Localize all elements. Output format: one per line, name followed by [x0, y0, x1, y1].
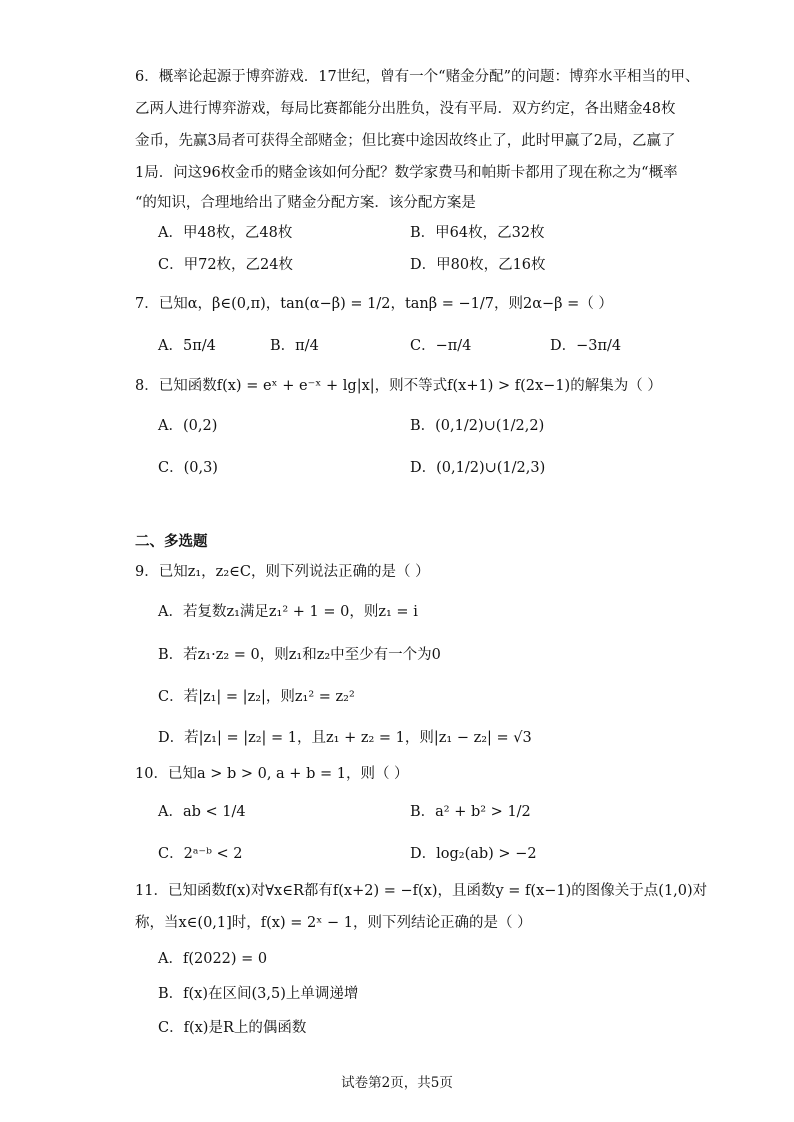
q11-option-b: B．f(x)在区间(3,5)上单调递增	[158, 986, 359, 1002]
q7-option-b: B．π/4	[270, 338, 319, 354]
q8-option-d: D．(0,1/2)∪(1/2,3)	[410, 460, 546, 476]
q10-option-c: C．2ᵃ⁻ᵇ < 2	[158, 846, 243, 862]
q8-option-b: B．(0,1/2)∪(1/2,2)	[410, 418, 545, 434]
q9-option-a: A．若复数z₁满足z₁² + 1 = 0，则z₁ = i	[158, 604, 418, 620]
q6-option-c: C．甲72枚，乙24枚	[158, 257, 293, 273]
q11-line-1: 11．已知函数f(x)对∀x∈R都有f(x+2) = −f(x)，且函数y = f(x−1)的图像关于点(1,0)对	[135, 883, 708, 899]
q8-stem: 8．已知函数f(x) = eˣ + e⁻ˣ + lg|x|，则不等式f(x+1) > f(2x−1)的解集为（ ）	[135, 378, 662, 394]
q10-stem: 10．已知a > b > 0, a + b = 1，则（ ）	[135, 766, 409, 782]
page-footer: 试卷第2页，共5页	[341, 1075, 453, 1091]
q11-option-a: A．f(2022) = 0	[158, 951, 268, 967]
q6-line-3: 金币，先赢3局者可获得全部赌金；但比赛中途因故终止了，此时甲赢了2局，乙赢了	[135, 133, 676, 149]
q6-option-a: A．甲48枚，乙48枚	[158, 225, 293, 241]
section-heading: 二、多选题	[135, 534, 208, 550]
q11-option-c: C．f(x)是R上的偶函数	[158, 1020, 307, 1036]
q7-option-c: C．−π/4	[410, 338, 472, 354]
q6-line-2: 乙两人进行博弈游戏，每局比赛都能分出胜负，没有平局．双方约定，各出赌金48枚	[135, 101, 676, 117]
q10-option-a: A．ab < 1/4	[158, 804, 246, 820]
q6-option-b: B．甲64枚，乙32枚	[410, 225, 545, 241]
q10-option-d: D．log₂(ab) > −2	[410, 846, 537, 862]
q7-option-a: A．5π/4	[158, 338, 216, 354]
q7-stem: 7．已知α，β∈(0,π)，tan(α−β) = 1/2，tanβ = −1/7，则2α−β =（ ）	[135, 296, 613, 312]
q8-option-c: C．(0,3)	[158, 460, 218, 476]
q9-option-c: C．若|z₁| = |z₂|，则z₁² = z₂²	[158, 689, 355, 705]
q9-option-b: B．若z₁·z₂ = 0，则z₁和z₂中至少有一个为0	[158, 647, 441, 663]
q6-line-1: 6．概率论起源于博弈游戏．17世纪，曾有一个“赌金分配”的问题：博弈水平相当的甲、	[135, 69, 700, 85]
q10-option-b: B．a² + b² > 1/2	[410, 804, 531, 820]
q9-stem: 9．已知z₁，z₂∈C，则下列说法正确的是（ ）	[135, 564, 430, 580]
q9-option-d: D．若|z₁| = |z₂| = 1，且z₁ + z₂ = 1，则|z₁ − z₂| = √3	[158, 730, 532, 746]
q8-option-a: A．(0,2)	[158, 418, 218, 434]
q6-option-d: D．甲80枚，乙16枚	[410, 257, 546, 273]
q11-line-2: 称，当x∈(0,1]时，f(x) = 2ˣ − 1，则下列结论正确的是（ ）	[135, 915, 532, 931]
q7-option-d: D．−3π/4	[550, 338, 622, 354]
q6-line-5: “的知识，合理地给出了赌金分配方案．该分配方案是	[135, 195, 476, 211]
q6-line-4: 1局．问这96枚金币的赌金该如何分配？数学家费马和帕斯卡都用了现在称之为“概率	[135, 165, 678, 181]
